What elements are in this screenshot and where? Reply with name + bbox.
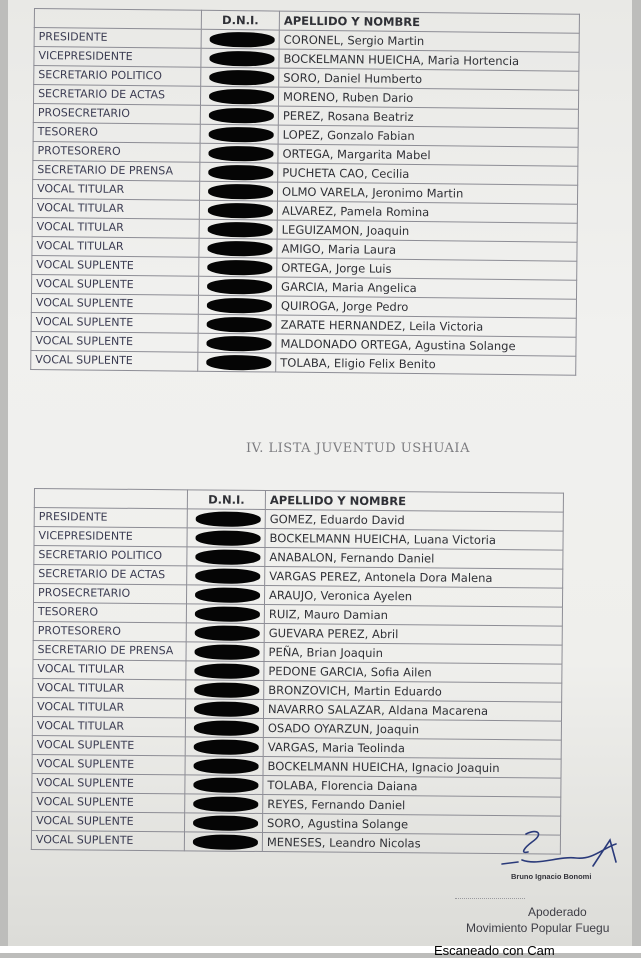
role-cell: VOCAL TITULAR — [33, 678, 186, 698]
header-role — [34, 9, 201, 30]
dni-cell-redacted — [184, 832, 262, 852]
redaction-mark — [208, 146, 273, 162]
name-cell: PEDONE GARCIA, Sofia Ailen — [264, 662, 562, 684]
name-cell: TOLABA, Eligio Felix Benito — [276, 353, 576, 375]
redaction-mark — [196, 511, 261, 527]
signatory-name: Bruno Ignacio Bonomi — [511, 872, 592, 881]
role-cell: VOCAL SUPLENTE — [32, 735, 185, 755]
name-cell: VARGAS, Maria Teolinda — [263, 738, 561, 760]
dni-cell-redacted — [201, 29, 279, 49]
dni-cell-redacted — [187, 566, 265, 586]
redaction-mark — [195, 587, 260, 603]
redaction-mark — [206, 355, 271, 371]
role-cell: SECRETARIO DE ACTAS — [34, 565, 187, 585]
dni-cell-redacted — [200, 143, 278, 163]
name-cell: PEREZ, Rosana Beatriz — [278, 106, 578, 128]
redaction-mark — [194, 682, 259, 698]
redaction-mark — [208, 184, 273, 200]
redaction-mark — [209, 70, 274, 86]
name-cell: REYES, Fernando Daniel — [263, 795, 561, 817]
name-cell: OLMO VARELA, Jeronimo Martin — [277, 182, 577, 204]
role-cell: PROTESORERO — [33, 621, 186, 641]
role-cell: VOCAL TITULAR — [32, 217, 199, 238]
header-name: APELLIDO Y NOMBRE — [279, 11, 579, 33]
name-cell: QUIROGA, Jorge Pedro — [276, 296, 576, 318]
dni-cell-redacted — [185, 718, 263, 738]
redaction-mark — [209, 89, 274, 105]
role-cell: VOCAL TITULAR — [33, 697, 186, 717]
name-cell: ORTEGA, Margarita Mabel — [278, 144, 578, 166]
dni-cell-redacted — [186, 699, 264, 719]
dni-cell-redacted — [185, 794, 263, 814]
name-cell: BOCKELMANN HUEICHA, Ignacio Joaquin — [263, 757, 561, 779]
dni-cell-redacted — [186, 604, 264, 624]
table-body — [31, 508, 563, 855]
role-cell: VOCAL SUPLENTE — [32, 255, 199, 276]
name-cell: SORO, Agustina Solange — [263, 814, 561, 836]
role-cell: PRESIDENTE — [34, 28, 201, 49]
redaction-mark — [207, 260, 272, 276]
redaction-mark — [208, 222, 273, 238]
role-cell: PROTESORERO — [33, 141, 200, 162]
role-cell: VOCAL SUPLENTE — [31, 331, 198, 352]
name-cell: PEÑA, Brian Joaquin — [264, 643, 562, 665]
table-row — [31, 830, 560, 854]
role-cell: SECRETARIO DE PRENSA — [33, 160, 200, 181]
leadership-table-2 — [31, 488, 564, 855]
name-cell: RUIZ, Mauro Damian — [264, 605, 562, 627]
role-cell: PROSECRETARIO — [33, 104, 200, 125]
name-cell: ARAUJO, Veronica Ayelen — [264, 586, 562, 608]
role-cell: VOCAL TITULAR — [32, 198, 199, 219]
dni-cell-redacted — [200, 162, 278, 182]
name-cell: MENESES, Leandro Nicolas — [262, 833, 560, 855]
dni-cell-redacted — [185, 775, 263, 795]
redaction-mark — [194, 663, 259, 679]
name-cell: LEGUIZAMON, Joaquin — [277, 220, 577, 242]
name-cell: GUEVARA PEREZ, Abril — [264, 624, 562, 646]
redaction-mark — [195, 644, 260, 660]
header-name: APELLIDO Y NOMBRE — [265, 491, 563, 513]
dni-cell-redacted — [199, 276, 277, 296]
role-cell: VOCAL SUPLENTE — [31, 293, 198, 314]
dni-cell-redacted — [185, 813, 263, 833]
redaction-mark — [194, 720, 259, 736]
role-cell: VOCAL SUPLENTE — [31, 312, 198, 333]
redaction-mark — [194, 758, 259, 774]
header-dni: D.N.I. — [187, 490, 265, 510]
document-page — [8, 0, 632, 946]
dni-cell-redacted — [199, 257, 277, 277]
redaction-mark — [206, 336, 271, 352]
dni-cell-redacted — [186, 585, 264, 605]
role-cell: SECRETARIO POLITICO — [34, 546, 187, 566]
role-cell: VOCAL TITULAR — [33, 179, 200, 200]
name-cell: BRONZOVICH, Martin Eduardo — [264, 681, 562, 703]
name-cell: ZARATE HERNANDEZ, Leila Victoria — [276, 315, 576, 337]
redaction-mark — [193, 777, 258, 793]
name-cell: ORTEGA, Jorge Luis — [277, 258, 577, 280]
name-cell: GOMEZ, Eduardo David — [265, 510, 563, 532]
redaction-mark — [193, 834, 258, 850]
name-cell: BOCKELMANN HUEICHA, Luana Victoria — [265, 529, 563, 551]
name-cell: OSADO OYARZUN, Joaquin — [263, 719, 561, 741]
dni-cell-redacted — [200, 124, 278, 144]
role-cell: PRESIDENTE — [34, 508, 187, 528]
name-cell: LOPEZ, Gonzalo Fabian — [278, 125, 578, 147]
dni-cell-redacted — [198, 352, 276, 372]
dni-cell-redacted — [186, 642, 264, 662]
name-cell: CORONEL, Sergio Martin — [279, 30, 579, 52]
dni-cell-redacted — [198, 333, 276, 353]
header-dni: D.N.I. — [201, 10, 279, 30]
dni-cell-redacted — [199, 181, 277, 201]
role-cell: VOCAL TITULAR — [32, 716, 185, 736]
role-cell: VOCAL SUPLENTE — [32, 754, 185, 774]
redaction-mark — [196, 530, 261, 546]
role-cell: VOCAL SUPLENTE — [31, 830, 184, 850]
dni-cell-redacted — [185, 756, 263, 776]
dni-cell-redacted — [198, 314, 276, 334]
handwritten-signature — [498, 826, 628, 876]
name-cell: BOCKELMANN HUEICHA, Maria Hortencia — [279, 49, 579, 71]
leadership-table-1 — [30, 8, 580, 376]
role-cell: TESORERO — [33, 122, 200, 143]
role-cell: VOCAL SUPLENTE — [31, 350, 198, 371]
stamp-mark — [455, 898, 525, 903]
dni-cell-redacted — [185, 737, 263, 757]
dni-cell-redacted — [198, 295, 276, 315]
dni-cell-redacted — [187, 547, 265, 567]
redaction-mark — [195, 568, 260, 584]
name-cell: PUCHETA CAO, Cecilia — [278, 163, 578, 185]
dni-cell-redacted — [199, 238, 277, 258]
role-cell: VOCAL SUPLENTE — [32, 811, 185, 831]
role-cell: VOCAL SUPLENTE — [32, 773, 185, 793]
role-cell: VOCAL TITULAR — [32, 236, 199, 257]
redaction-mark — [207, 279, 272, 295]
section-heading: IV. LISTA JUVENTUD USHUAIA — [246, 441, 470, 456]
redaction-mark — [208, 203, 273, 219]
dni-cell-redacted — [187, 528, 265, 548]
signatory-organization: Movimiento Popular Fuegu — [466, 921, 610, 935]
scanner-watermark: Escaneado con Cam — [434, 943, 555, 958]
name-cell: ALVAREZ, Pamela Romina — [277, 201, 577, 223]
redaction-mark — [193, 796, 258, 812]
dni-cell-redacted — [186, 680, 264, 700]
dni-cell-redacted — [200, 105, 278, 125]
redaction-mark — [209, 108, 274, 124]
role-cell: SECRETARIO DE PRENSA — [33, 640, 186, 660]
name-cell: MALDONADO ORTEGA, Agustina Solange — [276, 334, 576, 356]
role-cell: VOCAL SUPLENTE — [32, 792, 185, 812]
table-body — [31, 28, 580, 376]
role-cell: SECRETARIO DE ACTAS — [33, 85, 200, 106]
redaction-mark — [193, 815, 258, 831]
role-cell: VICEPRESIDENTE — [34, 47, 201, 68]
dni-cell-redacted — [199, 200, 277, 220]
name-cell: NAVARRO SALAZAR, Aldana Macarena — [263, 700, 561, 722]
name-cell: GARCIA, Maria Angelica — [276, 277, 576, 299]
name-cell: ANABALON, Fernando Daniel — [265, 548, 563, 570]
dni-cell-redacted — [201, 48, 279, 68]
redaction-mark — [209, 51, 274, 67]
dni-cell-redacted — [200, 86, 278, 106]
dni-cell-redacted — [186, 661, 264, 681]
dni-cell-redacted — [199, 219, 277, 239]
dni-cell-redacted — [201, 67, 279, 87]
role-cell: SECRETARIO POLITICO — [34, 66, 201, 87]
role-cell: VOCAL TITULAR — [33, 659, 186, 679]
role-cell: VOCAL SUPLENTE — [32, 274, 199, 295]
name-cell: AMIGO, Maria Laura — [277, 239, 577, 261]
redaction-mark — [194, 701, 259, 717]
redaction-mark — [194, 739, 259, 755]
name-cell: SORO, Daniel Humberto — [279, 68, 579, 90]
name-cell: VARGAS PEREZ, Antonela Dora Malena — [265, 567, 563, 589]
role-cell: TESORERO — [33, 603, 186, 623]
role-cell: VICEPRESIDENTE — [34, 527, 187, 547]
redaction-mark — [210, 32, 275, 48]
redaction-mark — [195, 625, 260, 641]
dni-cell-redacted — [186, 623, 264, 643]
name-cell: TOLABA, Florencia Daiana — [263, 776, 561, 798]
redaction-mark — [195, 606, 260, 622]
redaction-mark — [195, 549, 260, 565]
header-role — [34, 489, 187, 509]
name-cell: MORENO, Ruben Dario — [278, 87, 578, 109]
role-cell: PROSECRETARIO — [34, 584, 187, 604]
redaction-mark — [207, 298, 272, 314]
signatory-title: Apoderado — [528, 905, 587, 919]
redaction-mark — [207, 241, 272, 257]
redaction-mark — [207, 317, 272, 333]
dni-cell-redacted — [187, 509, 265, 529]
redaction-mark — [208, 165, 273, 181]
redaction-mark — [209, 127, 274, 143]
